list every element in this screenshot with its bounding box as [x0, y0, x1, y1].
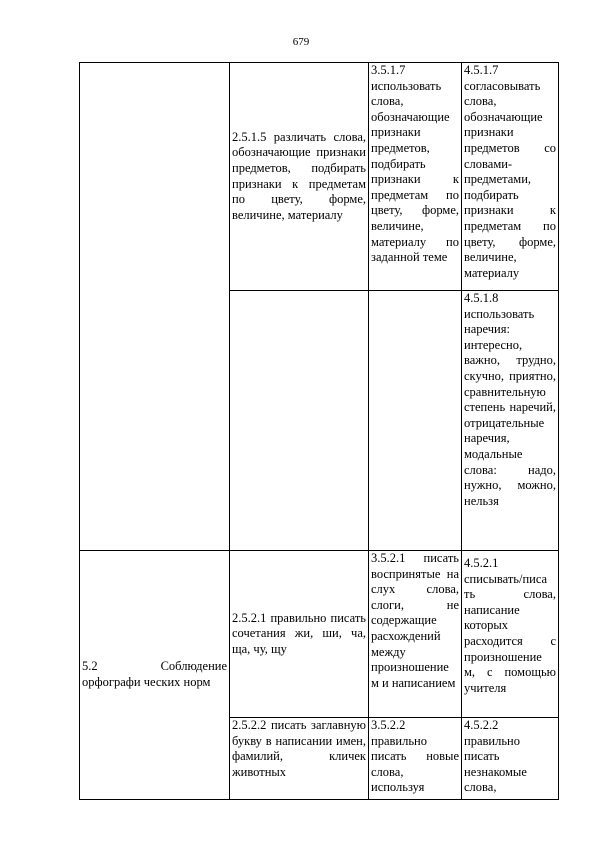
grade2-cell — [230, 291, 369, 551]
grade4-cell: 4.5.2.2 правильно писать незнакомые слова, — [462, 718, 559, 800]
section-cell: 5.2 Соблюдение орфографи ческих норм — [80, 551, 230, 800]
table-row — [80, 551, 559, 718]
curriculum-table — [79, 62, 559, 800]
grade4-cell: 4.5.2.1 списывать/писа ть слова, написание которых расходится с произношение м, с помощью учителя — [462, 551, 559, 718]
grade2-cell: 2.5.2.2 писать заглавную букву в написании имен, фамилий, кличек животных — [230, 718, 369, 800]
grade2-cell: 2.5.2.1 правильно писать сочетания жи, ши, ча, ща, чу, щу — [230, 551, 369, 718]
grade3-cell: 3.5.2.2 правильно писать новые слова, используя — [369, 718, 462, 800]
section-cell — [80, 63, 230, 551]
grade4-cell: 4.5.1.7 согласовывать слова, обозначающие признаки предметов со словами-предметами, подбирать признаки к предметам по цвету, форме, величине, материалу — [462, 63, 559, 291]
page-number: 679 — [292, 36, 310, 48]
table-row — [80, 63, 559, 291]
grade3-cell — [369, 291, 462, 551]
grade3-cell: 3.5.2.1 писать воспринятые на слух слова, слоги, не содержащие расхождений между произношение м и написанием — [369, 551, 462, 718]
grade3-cell: 3.5.1.7 использовать слова, обозначающие признаки предметов, подбирать признаки к предметам по цвету, форме, величине, материалу по заданной теме — [369, 63, 462, 291]
grade2-cell: 2.5.1.5 различать слова, обозначающие признаки предметов, подбирать признаки к предметам по цвету, форме, величине, материалу — [230, 63, 369, 291]
grade4-cell: 4.5.1.8 использовать наречия: интересно, важно, трудно, скучно, приятно, сравнительную степень наречий, отрицательные наречия, модальные слова: надо, нужно, можно, нельзя — [462, 291, 559, 551]
